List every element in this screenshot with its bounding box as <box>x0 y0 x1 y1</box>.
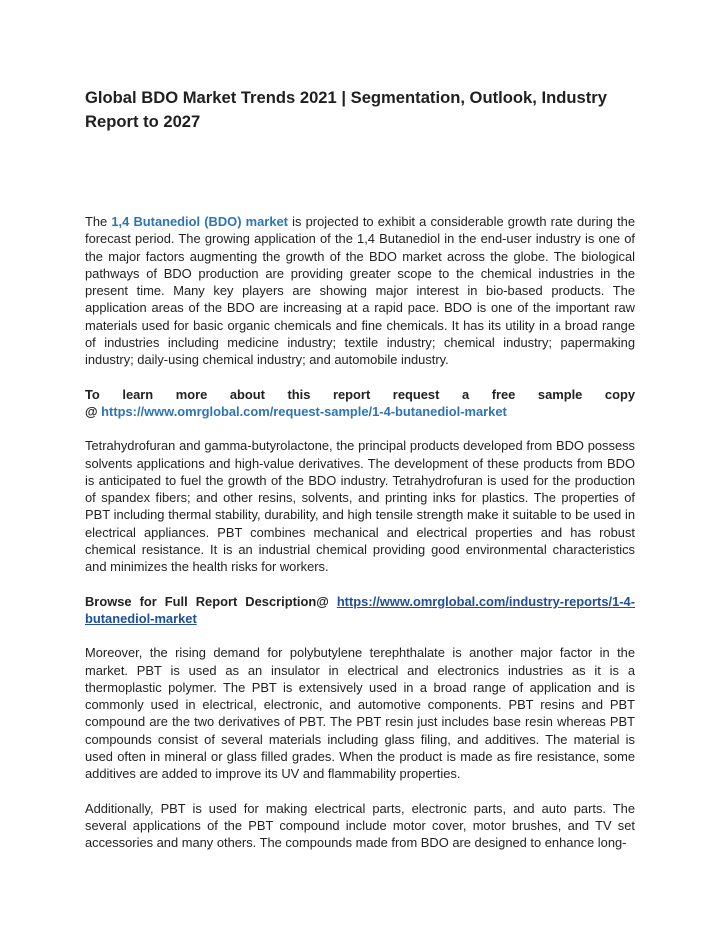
document-body <box>85 213 635 852</box>
browse-paragraph <box>85 593 635 628</box>
pbt-demand-paragraph: Moreover, the rising demand for polybutylene terephthalate is another major factor in the market. PBT is used as an insulator in electrical and electronics industries as it is a thermoplastic polymer. The PBT is extensively used in a broad range of application and is commonly used in electrical, electronic, and automotive components. PBT resins and PBT compound are the two derivatives of PBT. The PBT resin just includes base resin whereas PBT compounds consist of several materials including glass filing, and additives. The material is used often in mineral or glass filled grades. When the product is made as fire resistance, some additives are added to improve its UV and flammability properties. <box>85 645 635 782</box>
pbt-applications-paragraph: Additionally, PBT is used for making electrical parts, electronic parts, and auto parts. The several applications of the PBT compound include motor cover, motor brushes, and TV set accessories and many others. The compounds made from BDO are designed to enhance long- <box>85 800 635 851</box>
sample-at: @ <box>85 403 102 419</box>
browse-text: Browse for Full Report Description@ <box>85 593 337 609</box>
sample-request-link[interactable]: https://www.omrglobal.com/request-sample/1-4-butanediol-market <box>101 403 507 419</box>
intro-paragraph <box>85 213 635 369</box>
page-title: Global BDO Market Trends 2021 | Segmentation, Outlook, Industry Report to 2027 <box>85 88 607 131</box>
bdo-market-link[interactable]: 1,4 Butanediol (BDO) market <box>111 214 288 229</box>
derivatives-paragraph: Tetrahydrofuran and gamma-butyrolactone, the principal products developed from BDO possess solvents applications and high-value derivatives. The development of these products from BDO is anticipated to fuel the growth of the BDO industry. Tetrahydrofuran is used for the production of spandex fibers; and other resins, solvents, and printing inks for plastics. The properties of PBT including thermal stability, durability, and high tensile strength make it suitable to be used in electrical appliances. PBT combines mechanical and electrical properties and has robust chemical resistance. It is an industrial chemical providing good environmental characteristics and minimizes the health risks for workers. <box>85 438 635 575</box>
sample-request-text: To learn more about this report request a free sample copy <box>85 386 635 402</box>
intro-text: is projected to exhibit a considerable growth rate during the forecast period. The growing application of the 1,4 Butanediol in the end-user industry is one of the major factors augmenting the growth of the BDO market across the globe. The biological pathways of BDO production are providing greater scope to the chemical industries in the present time. Many key players are showing major interest in bio-based products. The application areas of the BDO are increasing at a rapid pace. BDO is one of the important raw materials used for basic organic chemicals and fine chemicals. It has its utility in a broad range of industries including medicine industry; textile industry; chemical industry; papermaking industry; daily-using chemical industry; and automobile industry. <box>85 214 635 368</box>
full-report-link[interactable]: https://www.omrglobal.com/industry-reports/1-4-butanediol-market <box>85 593 635 626</box>
intro-lead: The <box>85 214 112 229</box>
sample-request-paragraph <box>85 386 635 421</box>
